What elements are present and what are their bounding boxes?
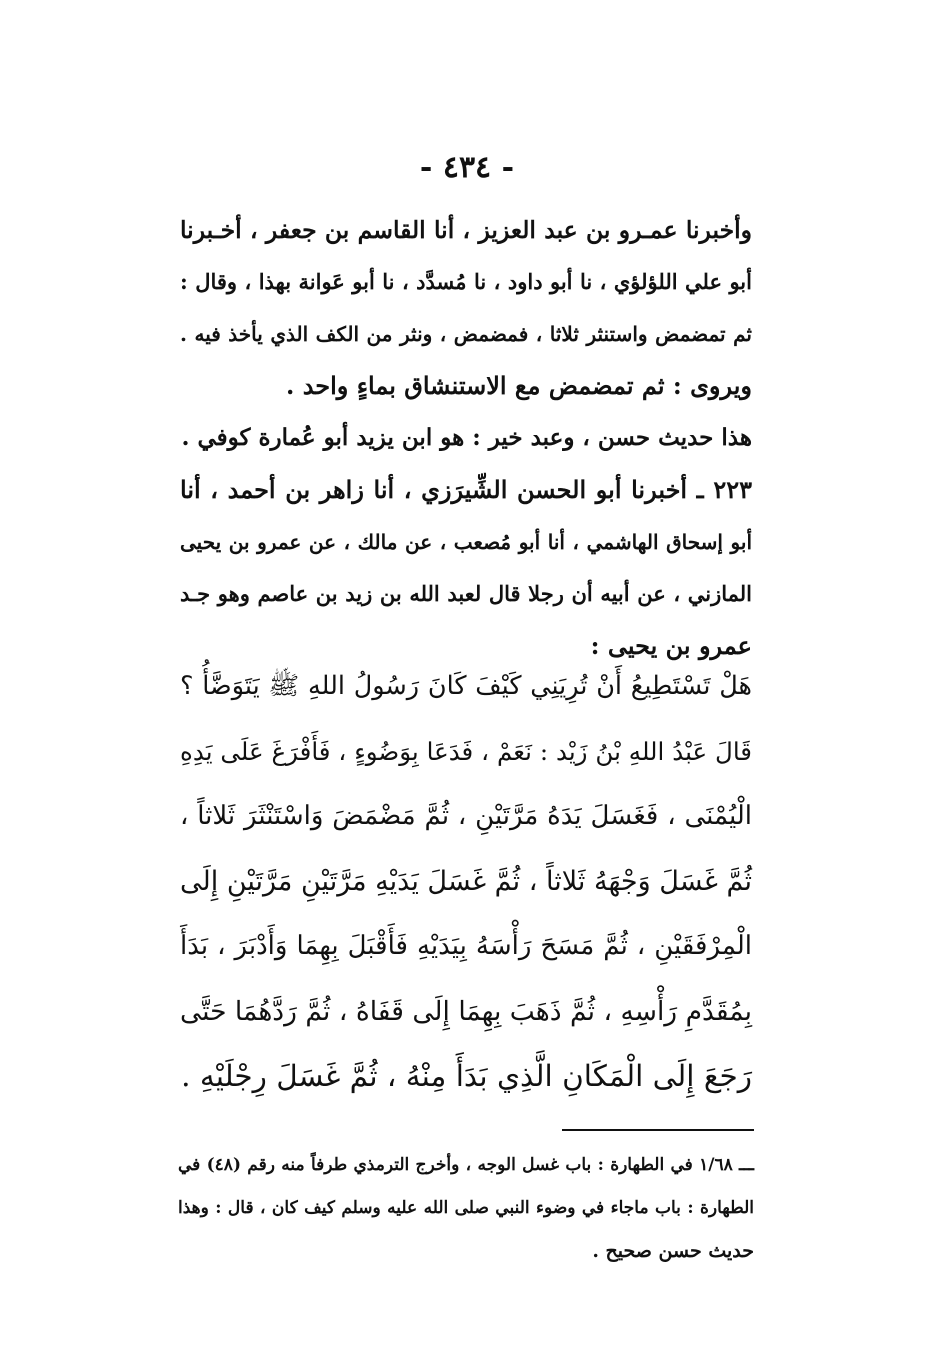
hadith-223-isnad xyxy=(180,464,752,672)
footnote-line: الطهارة : باب ماجاء في وضوء النبي صلى الله عليه وسلم كيف كان ، قال : وهذا xyxy=(178,1198,754,1218)
text-line: أبو إسحاق الهاشمي ، أنا أبو مُصعب ، عن مالك ، عن عمرو بن يحيى xyxy=(180,530,752,554)
text-line: المازني ، عن أبيه أن رجلا قال لعبد الله بن زيد بن عاصم وهو جـد xyxy=(180,581,752,606)
hadith-line: هَلْ تَسْتَطِيعُ أَنْ تُرِيَنِي كَيْفَ كَانَ رَسُولُ اللهِ ﷺ يَتَوَضَّأُ ؟ xyxy=(180,671,752,701)
footnote-line: حديث حسن صحيح . xyxy=(592,1240,754,1262)
footnote-divider xyxy=(562,1129,754,1131)
text-line: وأخبرنا عمـرو بن عبد العزيز ، أنا القاسم بن جعفر ، أخـبرنا xyxy=(180,216,752,244)
isnad-paragraph xyxy=(180,204,752,412)
text-line: ٢٢٣ ـ أخبرنا أبو الحسن الشِّيرَزي ، أنا زاهر بن أحمد ، أنا xyxy=(180,475,752,504)
text-line: هذا حديث حسن ، وعبد خير : هو ابن يزيد أبو عُمارة كوفي . xyxy=(181,424,752,451)
text-line: ويروى : ثم تمضمض مع الاستنشاق بماءٍ واحد . xyxy=(285,371,752,400)
hadith-line: قَالَ عَبْدُ اللهِ بْنُ زَيْد : نَعَمْ ، فَدَعَا بِوَضُوءٍ ، فَأَفْرَغَ عَلَى يَدِهِ xyxy=(180,737,752,766)
hadith-line: الْيُمْنَى ، فَغَسَلَ يَدَهُ مَرَّتَيْنِ ، ثُمَّ مَضْمَضَ وَاسْتَنْثَرَ ثَلاثاً ، xyxy=(180,801,752,831)
hadith-line: ثُمَّ غَسَلَ وَجْهَهُ ثَلاثاً ، ثُمَّ غَسَلَ يَدَيْهِ مَرَّتَيْنِ مَرَّتَيْنِ إِلَى xyxy=(180,866,752,897)
footnote xyxy=(178,1144,754,1273)
hadith-line: بِمُقَدَّمِ رَأْسِهِ ، ثُمَّ ذَهَبَ بِهِمَا إِلَى قَفَاهُ ، ثُمَّ رَدَّهُمَا حَتَّى xyxy=(180,996,752,1027)
hadith-line: رَجَعَ إِلَى الْمَكَانِ الَّذِي بَدَأَ مِنْهُ ، ثُمَّ غَسَلَ رِجْلَيْهِ . xyxy=(181,1059,752,1093)
page-number: - ٤٣٤ - xyxy=(419,150,515,185)
text-line: عمرو بن يحيى : xyxy=(590,631,752,660)
grading-paragraph xyxy=(180,412,752,464)
text-line: أبو علي اللؤلؤي ، نا أبو داود ، نا مُسدَّد ، نا أبو عَوانة بهذا ، وقال : xyxy=(180,269,752,294)
hadith-matn xyxy=(180,654,752,1109)
text-line: ثم تمضمض واستنثر ثلاثا ، فمضمض ، ونثر من الكف الذي يأخذ فيه . xyxy=(180,322,752,346)
hadith-line: الْمِرْفَقَيْنِ ، ثُمَّ مَسَحَ رَأْسَهُ بِيَدَيْهِ فَأَقْبَلَ بِهِمَا وَأَدْبَرَ ، بَدَأَ xyxy=(180,931,752,961)
footnote-line: ـــ ١/٦٨ في الطهارة : باب غسل الوجه ، وأخرج الترمذي طرفاً منه رقم (٤٨) في xyxy=(178,1155,754,1175)
